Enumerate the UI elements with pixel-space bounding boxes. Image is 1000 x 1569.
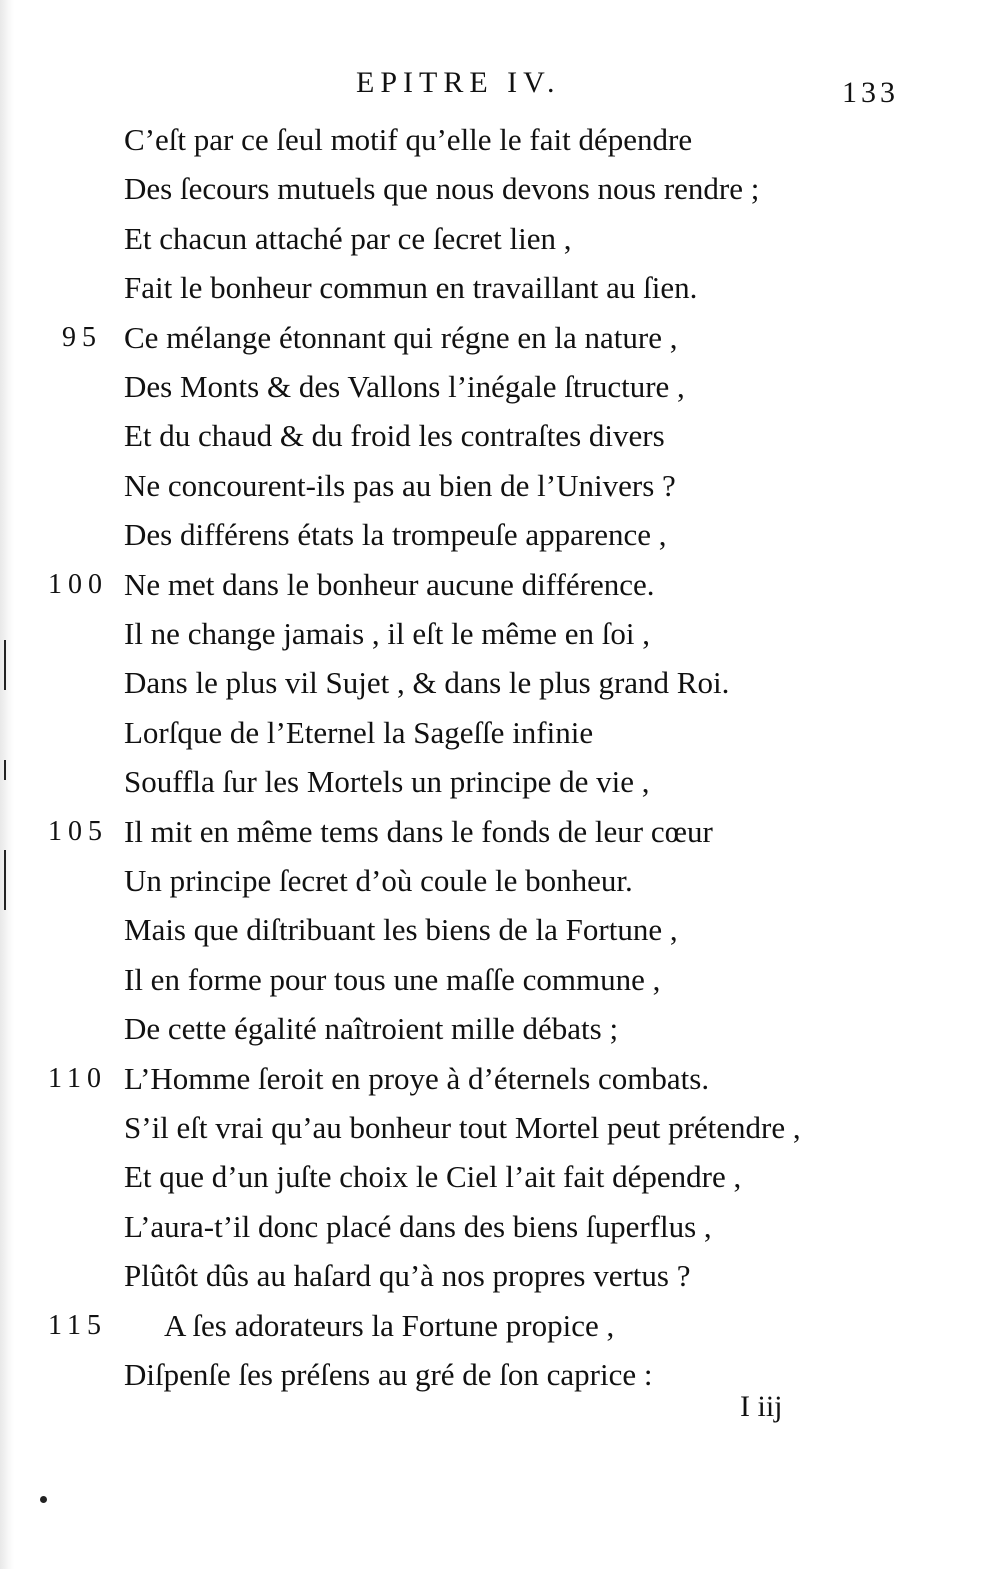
verse-text: Il en forme pour tous une maſſe commune ,: [124, 961, 661, 997]
verse-text: Souffla ſur les Mortels un principe de vie ,: [124, 764, 650, 800]
verse-line: [0, 812, 1000, 861]
verse-text: L’aura-t’il donc placé dans des biens ſuperflus ,: [124, 1208, 712, 1244]
running-head: EPITRE IV.: [356, 66, 561, 99]
verse-line: [0, 219, 1000, 268]
line-number: 110: [48, 1062, 107, 1094]
verse-text: Un principe ſecret d’où coule le bonheur.: [124, 863, 633, 898]
verse-text: Plûtôt dûs au haſard qu’à nos propres vertus ?: [124, 1258, 691, 1294]
ink-speck: [40, 1496, 47, 1503]
line-number: 105: [48, 815, 108, 847]
verse-text: Mais que diſtribuant les biens de la Fortune ,: [124, 912, 678, 948]
verse-text: De cette égalité naîtroient mille débats ;: [124, 1011, 619, 1047]
verse-text: Il mit en même tems dans le fonds de leur cœur: [124, 813, 713, 849]
line-number: 115: [48, 1309, 107, 1341]
verse-line: [0, 1108, 1000, 1157]
verse-line: [0, 1207, 1000, 1256]
verse-text: Lorſque de l’Eternel la Sageſſe infinie: [124, 714, 594, 750]
verse-line: [0, 318, 1000, 367]
verse-text: Ne concourent-ils pas au bien de l’Univers ?: [124, 467, 676, 503]
verse-line: [0, 565, 1000, 614]
verse-line: [0, 268, 1000, 317]
verse-line: [0, 1009, 1000, 1058]
verse-text: Des ſecours mutuels que nous devons nous rendre ;: [124, 171, 760, 207]
verse-line: [0, 861, 1000, 910]
verse-text: L’Homme ſeroit en proye à d’éternels combats.: [124, 1060, 710, 1096]
verse-line: [0, 960, 1000, 1009]
verse-line: [0, 1306, 1000, 1355]
verse-text: Ne met dans le bonheur aucune différence.: [124, 566, 655, 602]
page-number: 133: [842, 76, 899, 109]
verse-text: A ſes adorateurs la Fortune propice ,: [164, 1307, 615, 1343]
signature-mark: I iij: [740, 1390, 783, 1423]
verse-line: [0, 713, 1000, 762]
verse-text: Des différens états la trompeuſe apparence ,: [124, 517, 667, 553]
verse-line: [0, 367, 1000, 416]
verse-line: [0, 1059, 1000, 1108]
verse-line: [0, 910, 1000, 959]
verse-line: [0, 1157, 1000, 1206]
verse-text: S’il eſt vrai qu’au bonheur tout Mortel peut prétendre ,: [124, 1110, 801, 1145]
verse-line: [0, 663, 1000, 712]
verse-line: [0, 614, 1000, 663]
verse-line: [0, 416, 1000, 465]
verse-line: [0, 1256, 1000, 1305]
verse-text: C’eſt par ce ſeul motif qu’elle le fait dépendre: [124, 122, 693, 157]
verse-text: Diſpenſe ſes préſens au gré de ſon caprice :: [124, 1357, 653, 1392]
verse-text: Et que d’un juſte choix le Ciel l’ait fait dépendre ,: [124, 1159, 742, 1195]
verse-line: [0, 1355, 1000, 1404]
verse-text: Et du chaud & du froid les contraſtes divers: [124, 418, 665, 454]
verse-text: Et chacun attaché par ce ſecret lien ,: [124, 220, 572, 256]
line-number: 100: [48, 568, 108, 600]
verse-text: Ce mélange étonnant qui régne en la nature ,: [124, 319, 678, 355]
verse-text: Fait le bonheur commun en travaillant au ſien.: [124, 270, 698, 306]
verse-line: [0, 466, 1000, 515]
verse-text: Dans le plus vil Sujet , & dans le plus grand Roi.: [124, 665, 730, 701]
verse-line: [0, 169, 1000, 218]
verse-text: Il ne change jamais , il eſt le même en ſoi ,: [124, 616, 650, 651]
verse-text: Des Monts & des Vallons l’inégale ſtructure ,: [124, 369, 685, 404]
verse-line: [0, 762, 1000, 811]
verse-line: [0, 120, 1000, 169]
verse-line: [0, 515, 1000, 564]
line-number: 95: [62, 321, 102, 353]
